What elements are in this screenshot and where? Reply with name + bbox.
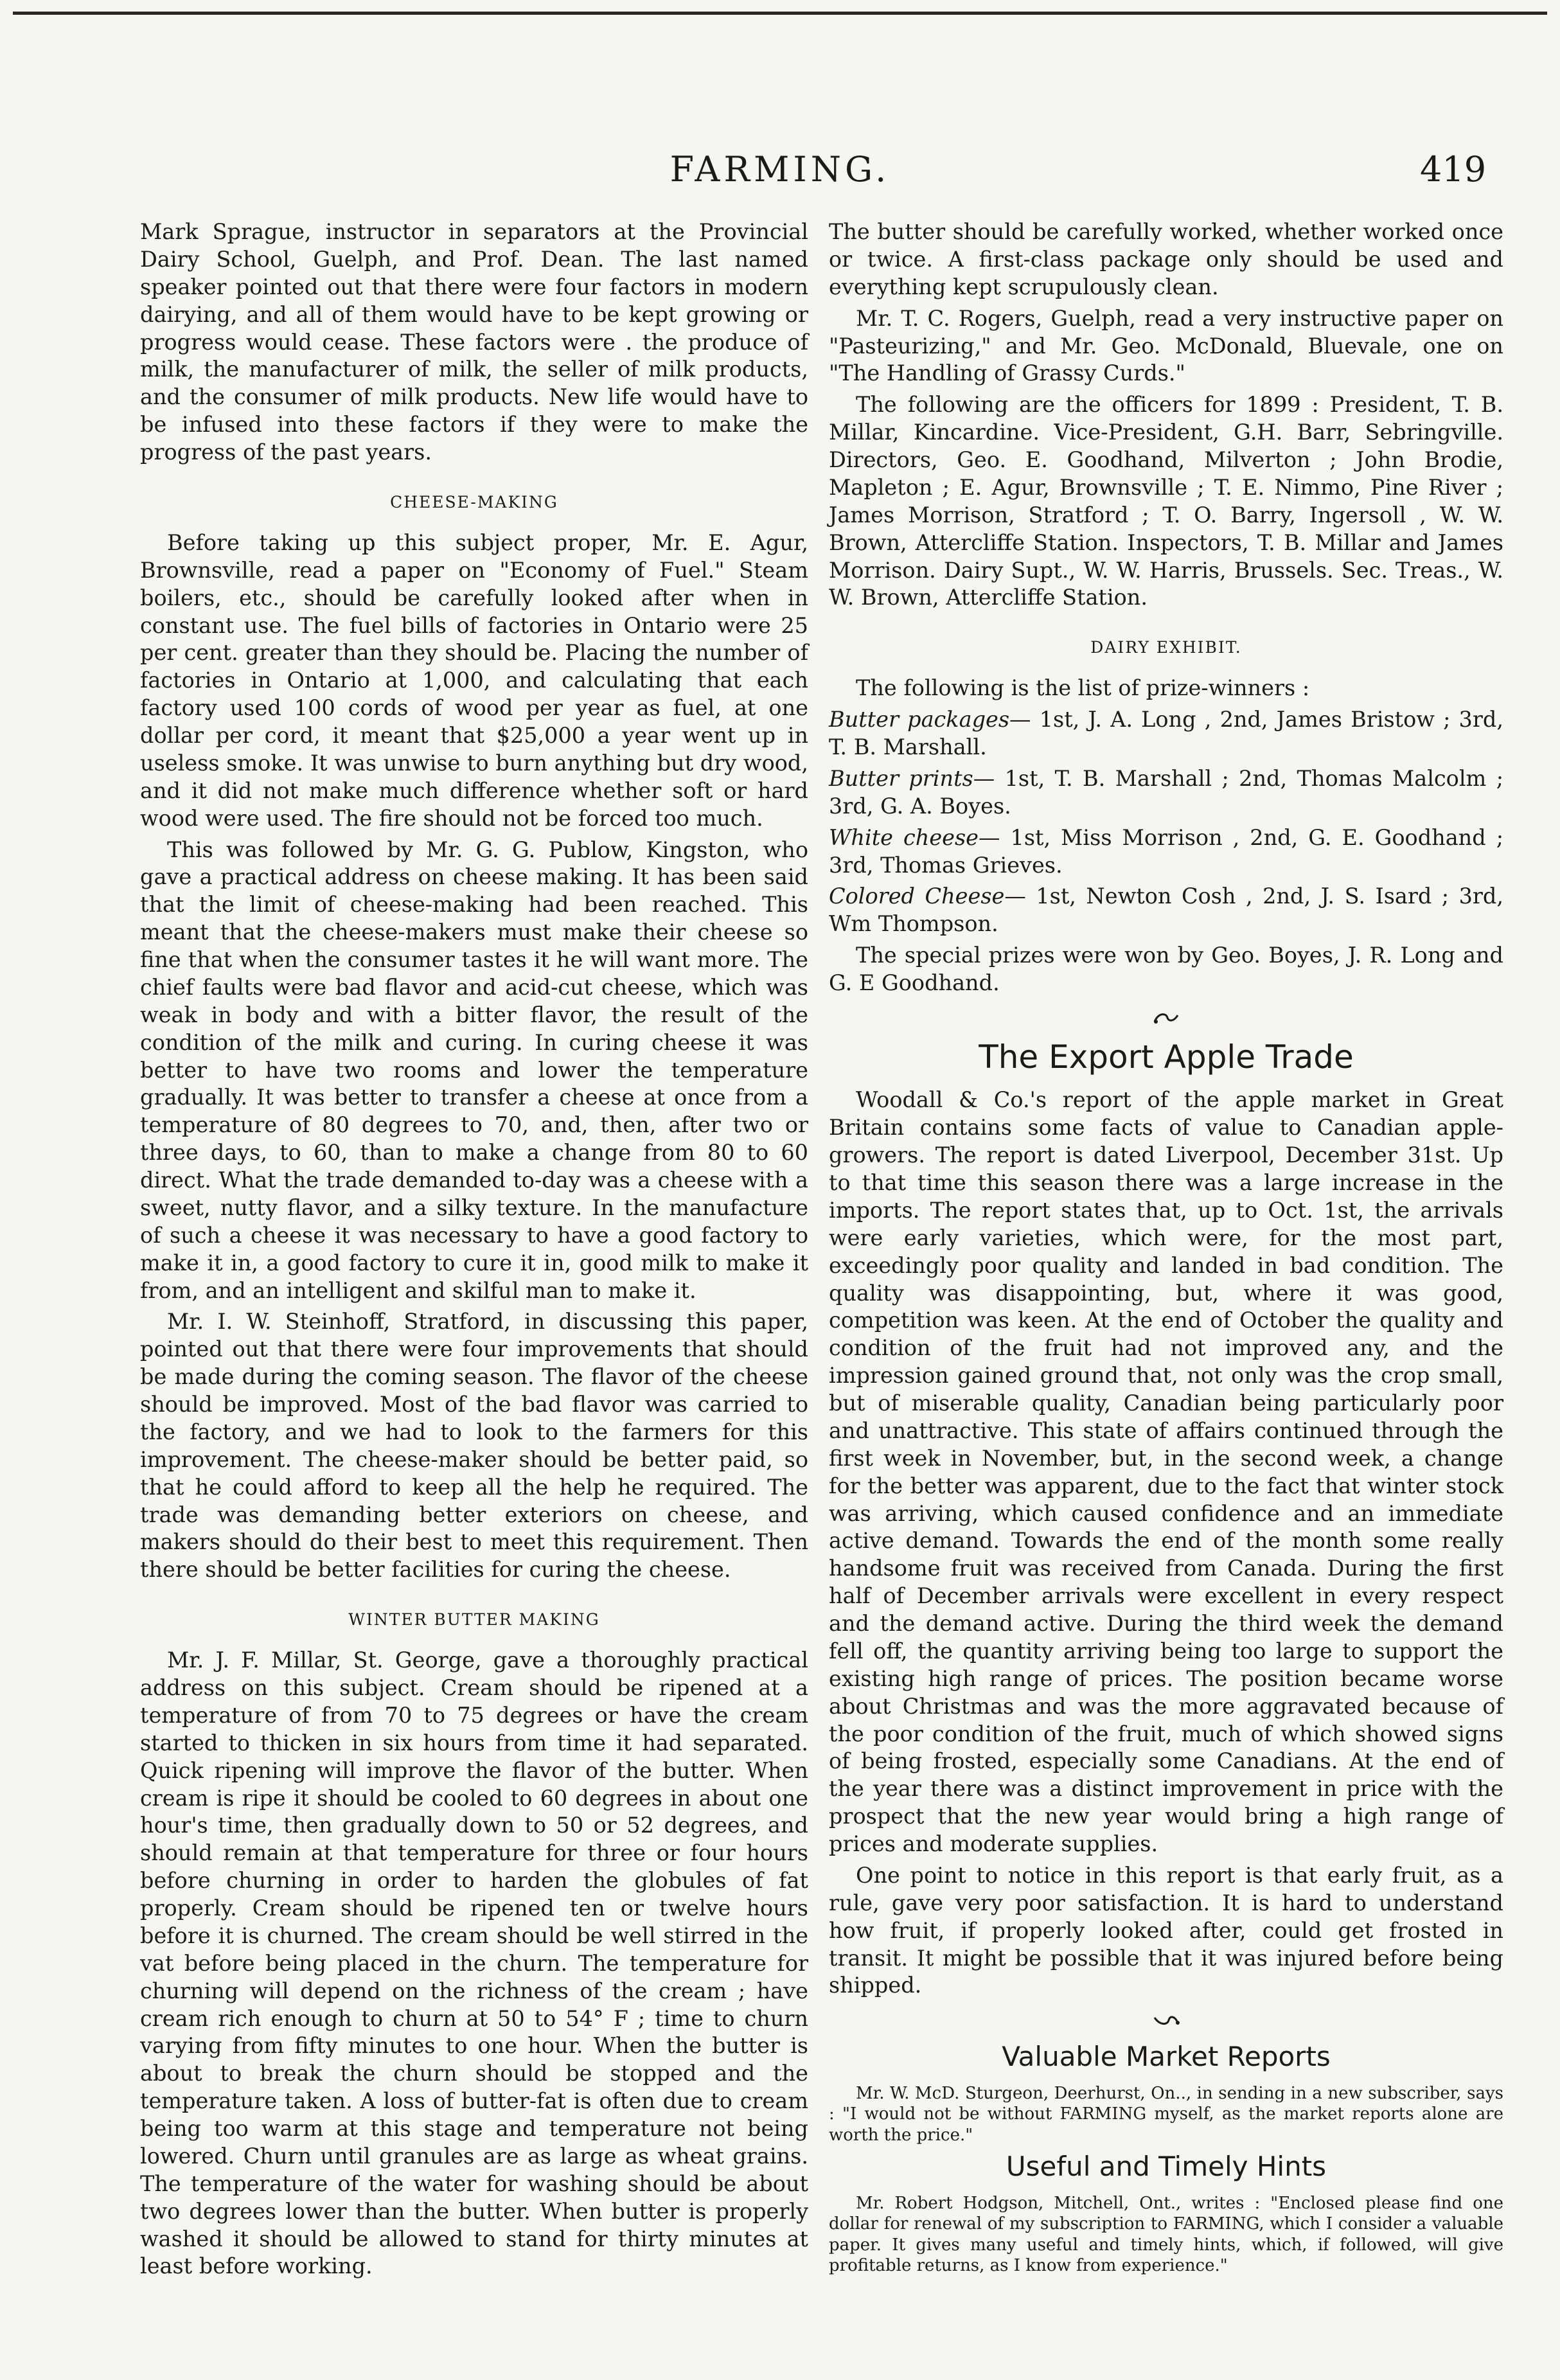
top-rule [13, 12, 1547, 15]
right-column [829, 218, 1503, 2280]
prize-winners: — 1st, Newton Cosh , 2nd, J. S. Isard ; 3rd, Wm Thompson. [829, 884, 1504, 937]
running-head: FARMING. [669, 149, 891, 190]
prize-item-2 [829, 765, 1503, 821]
prize-winners: — 1st, Miss Morrison , 2nd, G. E. Goodhand ; 3rd, Thomas Grieves. [829, 824, 1503, 878]
article-title-apple-trade: The Export Apple Trade [979, 1038, 1354, 1076]
prize-category: Butter packages [829, 707, 1010, 733]
section-heading-cheese: CHEESE-MAKING [390, 492, 558, 511]
intro-paragraph: Mark Sprague, instructor in separators at the Provincial Dairy School, Guelph, and Prof. Dean. The last named speaker pointed out that there were four factors in modern dairying, and all of them would have to be kept growing or progress would cease. These factors were . the produce of milk, the manufacturer of milk, the seller of milk products, and the consumer of milk products. New life would have to be infused into these factors if they were to make the progress of the past years. [140, 219, 808, 465]
continued-paragraph-2: Mr. T. C. Rogers, Guelph, read a very instructive paper on "Pasteurizing," and Mr. Geo. McDonald, Bluevale, one on "The Handling of Grassy Curds." [829, 305, 1503, 386]
cheese-paragraph-3: Mr. I. W. Steinhoff, Stratford, in discussing this paper, pointed out that there were four improvements that should be made during the coming season. The flavor of the cheese should be improved. Most of the bad flavor was carried to the factory, and we had to look to the farmers for this improvement. The cheese-maker should be better paid, so that he could afford to keep all the help he required. The trade was demanding better exteriors on cheese, and makers should do their best to meet this requirement. Then there should be better facilities for curing the cheese. [140, 1309, 808, 1583]
officers-paragraph: The following are the officers for 1899 : President, T. B. Millar, Kincardine. Vice-President, G.H. Barr, Sebringville. Directors, Geo. E. Goodhand, Milverton ; John Brodie, Mapleton ; E. Agur, Brownsville ; T. E. Nimmo, Pine River ; James Morrison, Stratford ; T. O. Barry, Ingersoll , W. W. Brown, Attercliffe Station. Inspectors, T. B. Millar and James Morrison. Dairy Supt., W. W. Harris, Brussels. Sec. Treas., W. W. Brown, Attercliffe Station. [829, 392, 1503, 610]
left-column [140, 218, 808, 2284]
ornament-icon [829, 1005, 1503, 1033]
market-reports-text: Mr. W. McD. Sturgeon, Deerhurst, On.., in sending in a new subscriber, says : "I would not be without FARMING myself, as the market reports alone are worth the price." [829, 2083, 1503, 2145]
special-prizes: The special prizes were won by Geo. Boyes, J. R. Long and G. E Goodhand. [829, 943, 1503, 995]
continued-paragraph-1: The butter should be carefully worked, whether worked once or twice. A first-class package only should be used and everything kept scrupulously clean. [829, 219, 1503, 299]
prize-item-4 [829, 883, 1503, 938]
prize-winners: — 1st, T. B. Marshall ; 2nd, Thomas Malcolm ; 3rd, G. A. Boyes. [829, 765, 1503, 819]
prize-category: Colored Cheese [829, 884, 1005, 909]
prize-category: Butter prints [829, 765, 973, 791]
article-title-timely-hints: Useful and Timely Hints [1006, 2151, 1327, 2183]
cheese-paragraph-2: This was followed by Mr. G. G. Publow, Kingston, who gave a practical address on cheese making. It has been said that the limit of cheese-making had been reached. This meant that the cheese-makers must make their cheese so fine that when the consumer tastes it he will want more. The chief faults were bad flavor and acid-cut cheese, which was weak in body and with a bitter flavor, the result of the condition of the milk and curing. In curing cheese it was better to have two rooms and lower the temperature gradually. It was better to transfer a cheese at once from a temperature of 80 degrees to 70, and, then, after two or three days, to 60, than to make a change from 80 to 60 direct. What the trade demanded to-day was a cheese with a sweet, nutty flavor, and a silky texture. In the manufacture of such a cheese it was necessary to have a good factory to make it in, a good factory to cure it in, good milk to make it from, and an intelligent and skilful man to make it. [140, 837, 808, 1303]
section-heading-dairy: DAIRY EXHIBIT. [1090, 638, 1242, 657]
ornament-icon [829, 2007, 1503, 2036]
butter-paragraph-1: Mr. J. F. Millar, St. George, gave a thoroughly practical address on this subject. Cream should be ripened at a temperature of from 70 to 75 degrees or have the cream started to thicken in six hours from time it had separated. Quick ripening will improve the flavor of the butter. When cream is ripe it should be cooled to 60 degrees in about one hour's time, then gradually down to 50 or 52 degrees, and should remain at that temperature for three or four hours before churning in order to harden the globules of fat properly. Cream should be ripened ten or twelve hours before it is churned. The cream should be well stirred in the vat before being placed in the churn. The temperature for churning will depend on the richness of the cream ; have cream rich enough to churn at 50 to 54° F ; time to churn varying from fifty minutes to one hour. When the butter is about to break the churn should be stopped and the temperature taken. A loss of butter-fat is often due to cream being too warm at this stage and temperature not being lowered. Churn until granules are as large as wheat grains. The temperature of the water for washing should be about two degrees lower than the butter. When butter is properly washed it should be allowed to stand for thirty minutes at least before working. [140, 1647, 808, 2279]
prize-item-1 [829, 706, 1503, 761]
section-heading-butter: WINTER BUTTER MAKING [348, 1610, 600, 1630]
prize-item-3 [829, 824, 1503, 880]
article-title-market-reports: Valuable Market Reports [1002, 2040, 1331, 2072]
prize-intro: The following is the list of prize-winners : [856, 675, 1310, 701]
timely-hints-text: Mr. Robert Hodgson, Mitchell, Ont., writes : "Enclosed please find one dollar for renewal of my subscription to FARMING, which I consider a valuable paper. It gives many useful and timely hints, which, if followed, will give profitable returns, as I know from experience." [829, 2193, 1503, 2276]
apple-paragraph-1: Woodall & Co.'s report of the apple market in Great Britain contains some facts of value to Canadian apple-growers. The report is dated Liverpool, December 31st. Up to that time this season there was a large increase in the imports. The report states that, up to Oct. 1st, the arrivals were early varieties, which were, for the most part, exceedingly poor quality and landed in bad condition. The quality was disappointing, but, where it was good, competition was keen. At the end of October the quality and condition of the fruit had not improved any, and the impression gained ground that, not only was the crop small, but of miserable quality, Canadian being particularly poor and unattractive. This state of affairs continued through the first week in November, but, in the second week, a change for the better was apparent, due to the fact that winter stock was arriving, which caused confidence and an immediate active demand. Towards the end of the month some really handsome fruit was received from Canada. During the first half of December arrivals were excellent in every respect and the demand active. During the third week the demand fell off, the quantity arriving being too large to support the existing high range of prices. The position became worse about Christmas and was the more aggravated because of the poor condition of the fruit, much of which showed signs of being frosted, especially some Canadians. At the end of the year there was a distinct improvement in price with the prospect that the new year would bring a high range of prices and moderate supplies. [829, 1087, 1503, 1857]
page-number: 419 [1420, 149, 1487, 190]
apple-paragraph-2: One point to notice in this report is that early fruit, as a rule, gave very poor satisfaction. It is hard to understand how fruit, if properly looked after, could get frosted in transit. It might be possible that it was injured before being shipped. [829, 1862, 1503, 1998]
prize-winners: — 1st, J. A. Long , 2nd, James Bristow ; 3rd, T. B. Marshall. [829, 707, 1503, 759]
cheese-paragraph-1: Before taking up this subject proper, Mr. E. Agur, Brownsville, read a paper on "Economy of Fuel." Steam boilers, etc., should be carefully looked after when in constant use. The fuel bills of factories in Ontario were 25 per cent. greater than they should be. Placing the number of factories in Ontario at 1,000, and calculating that each factory used 100 cords of wood per year as fuel, at one dollar per cord, it meant that $25,000 a year went up in useless smoke. It was unwise to burn anything but dry wood, and it did not make much difference whether soft or hard wood were used. The fire should not be forced too much. [140, 529, 808, 831]
prize-category: White cheese [829, 824, 979, 850]
